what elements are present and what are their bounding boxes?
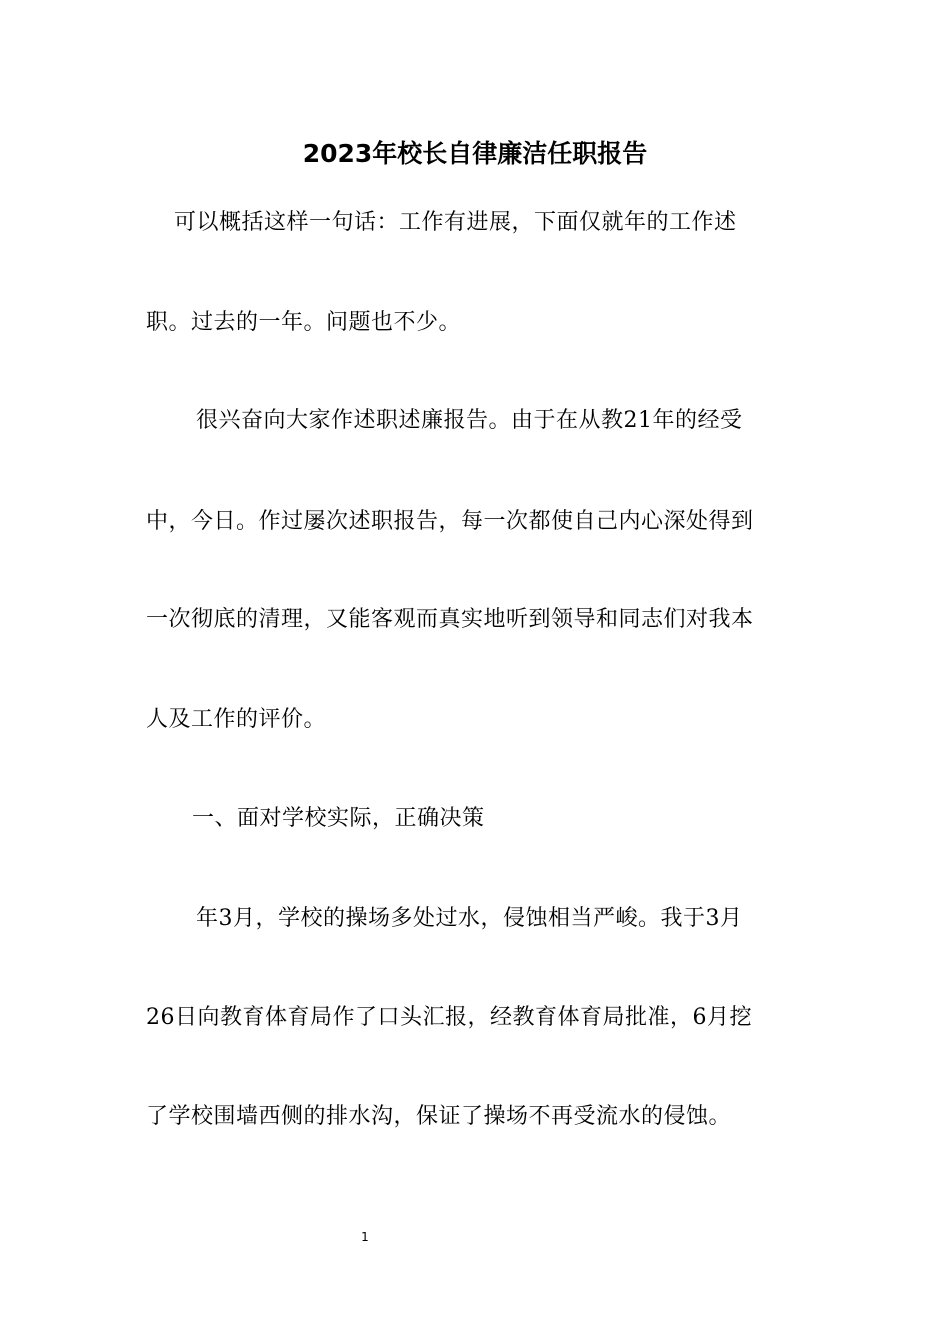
section-heading: 一、面对学校实际，正确决策: [192, 806, 485, 831]
paragraph-line: 可以概括这样一句话：工作有进展，下面仅就年的工作述: [174, 210, 737, 235]
paragraph-line: 很兴奋向大家作述职述廉报告。由于在从教21年的经受: [196, 408, 743, 433]
paragraph-line: 中，今日。作过屡次述职报告，每一次都使自己内心深处得到: [146, 509, 754, 534]
paragraph-line: 一次彻底的清理，又能客观而真实地听到领导和同志们对我本: [146, 607, 754, 632]
page-number: 1: [361, 1230, 369, 1244]
document-title: 2023年校长自律廉洁任职报告: [302, 139, 648, 168]
paragraph-line: 职。过去的一年。问题也不少。: [146, 310, 462, 335]
paragraph-line: 26日向教育体育局作了口头汇报，经教育体育局批准，6月挖: [146, 1005, 752, 1030]
paragraph-line: 了学校围墙西侧的排水沟，保证了操场不再受流水的侵蚀。: [146, 1104, 732, 1129]
paragraph-line: 人及工作的评价。: [146, 707, 327, 732]
paragraph-line: 年3月，学校的操场多处过水，侵蚀相当严峻。我于3月: [196, 906, 743, 931]
